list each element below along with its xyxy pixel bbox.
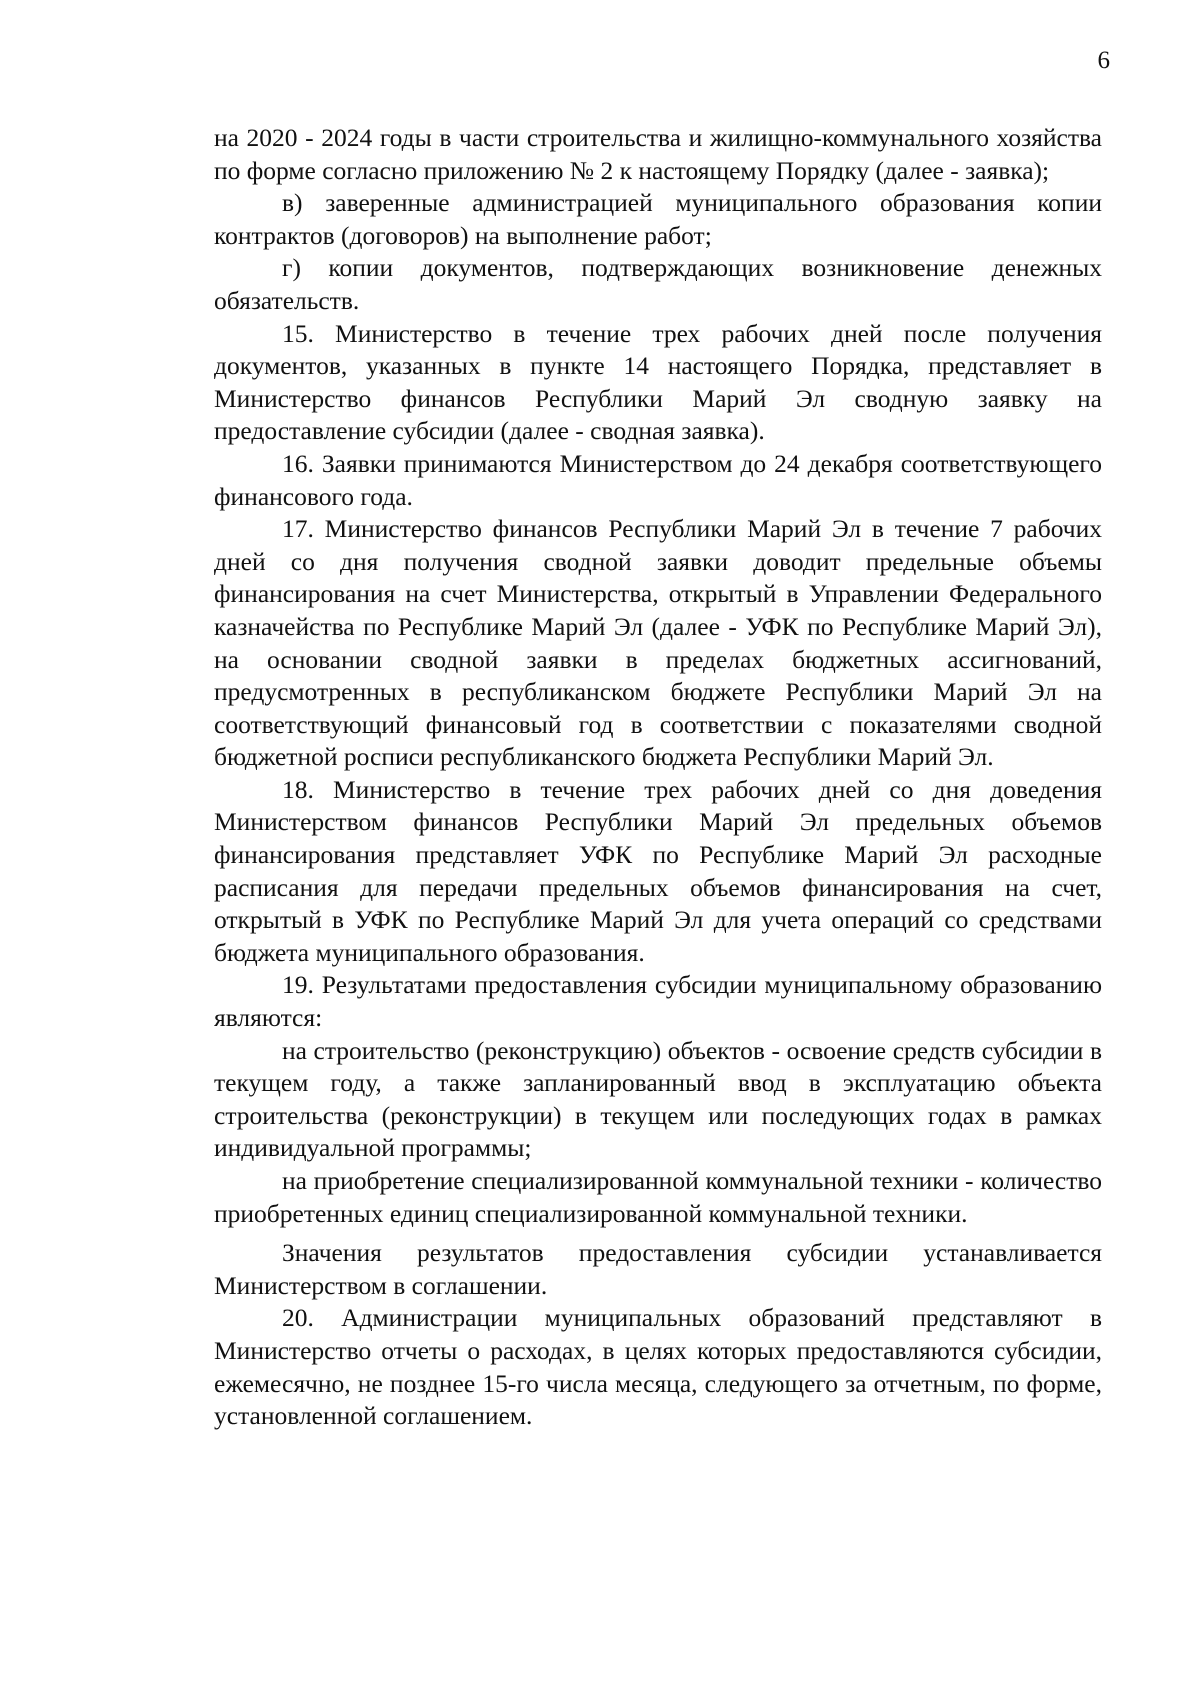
- paragraph-item-v: в) заверенные администрацией муниципального образования копии контрактов (договоров) на выполнение работ;: [214, 188, 1102, 250]
- paragraph-item-g: г) копии документов, подтверждающих возникновение денежных обязательств.: [214, 253, 1102, 315]
- paragraph-15: 15. Министерство в течение трех рабочих дней после получения документов, указанных в пункте 14 настоящего Порядка, представляет в Министерство финансов Республики Марий Эл сводную заявку на предоставление субсидии (далее - сводная заявка).: [214, 318, 1102, 446]
- page-number: 6: [1097, 47, 1110, 74]
- paragraph-19: 19. Результатами предоставления субсидии муниципальному образованию являются:: [214, 970, 1102, 1033]
- paragraph-17: 17. Министерство финансов Республики Марий Эл в течение 7 рабочих дней со дня получения сводной заявки доводит предельные объемы финансирования на счет Министерства, открытый в Управлении Федерального казначейства по Республике Марий Эл (далее - УФК по Республике Марий Эл), на основании сводной заявки в пределах бюджетных ассигнований, предусмотренных в республиканском бюджете Республики Марий Эл на соответствующий финансовый год в соответствии с показателями сводной бюджетной росписи республиканского бюджета Республики Марий Эл.: [214, 514, 1102, 772]
- paragraph-result-equipment: на приобретение специализированной коммунальной техники - количество приобретенных единиц специализированной коммунальной техники.: [214, 1166, 1102, 1228]
- paragraph-18: 18. Министерство в течение трех рабочих дней со дня доведения Министерством финансов Республики Марий Эл предельных объемов финансирования представляет УФК по Республике Марий Эл расходные расписания для передачи предельных объемов финансирования на счет, открытый в УФК по Республике Марий Эл для учета операций со средствами бюджета муниципального образования.: [214, 774, 1102, 967]
- paragraph-continuation: на 2020 - 2024 годы в части строительства и жилищно-коммунального хозяйства по форме согласно приложению № 2 к настоящему Порядку (далее - заявка);: [214, 123, 1102, 185]
- document-body: [214, 122, 1102, 1433]
- paragraph-result-values: Значения результатов предоставления субсидии устанавливается Министерством в соглашении.: [214, 1238, 1102, 1300]
- paragraph-result-construction: на строительство (реконструкцию) объектов - освоение средств субсидии в текущем году, а также запланированный ввод в эксплуатацию объекта строительства (реконструкции) в текущем или последующих годах в рамках индивидуальной программы;: [214, 1035, 1102, 1163]
- paragraph-16: 16. Заявки принимаются Министерством до 24 декабря соответствующего финансового года.: [214, 448, 1102, 511]
- paragraph-20: 20. Администрации муниципальных образований представляют в Министерство отчеты о расходах, в целях которых предоставляются субсидии, ежемесячно, не позднее 15-го числа месяца, следующего за отчетным, по форме, установленной соглашением.: [214, 1303, 1102, 1431]
